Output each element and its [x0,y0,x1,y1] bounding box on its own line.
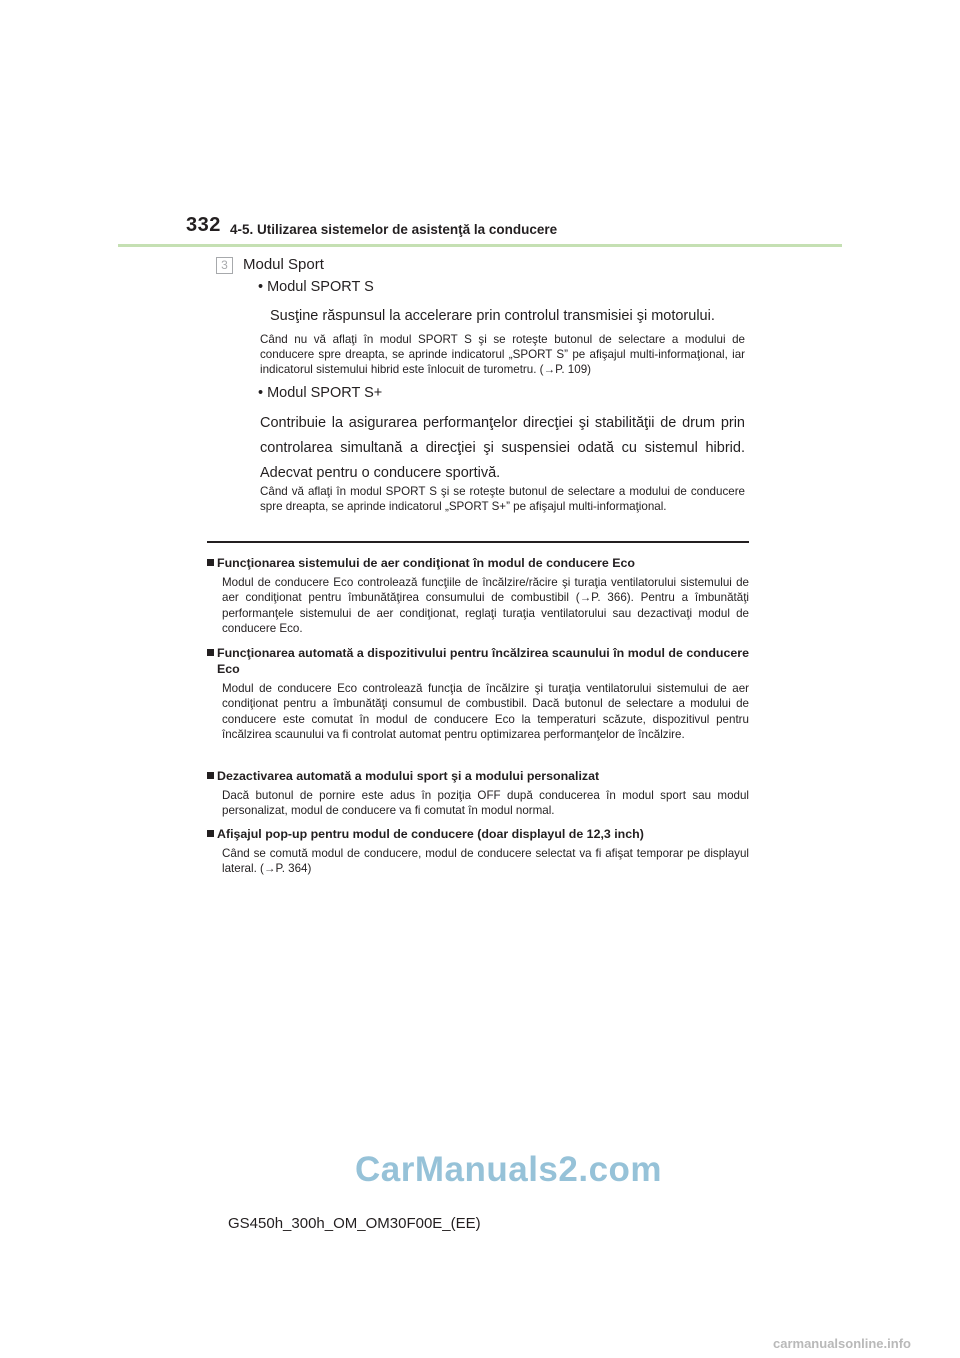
step-number-badge: 3 [216,257,233,274]
sport-s-plus-description: Contribuie la asigurarea performanţelor direcţiei şi stabilităţii de drum prin controlarea simultană a direcţiei şi suspensiei odată cu sistemul hibrid. Adecvat pentru o conducere sportivă. [260,415,745,481]
note-body: Modul de conducere Eco controlează funcţia de încălzire şi turaţia ventilatorului sistemului de aer condiţionat pentru a îmbunătăţi consumul de combustibil. Dacă butonul de selectare a modului de conducere este comutat în modul de conducere Eco la temperaturi scăzute, dispozitivul pentru încălzirea scaunului va fi controlat automat pentru optimizarea performanţelor de încălzire. [222,682,749,741]
sport-s-note: Când nu vă aflaţi în modul SPORT S şi se roteşte butonul de selectare a modului de conducere spre dreapta, se aprinde indicatorul „SPORT S” pe afişajul multi-informaţional, iar indicatorul sistemului hibrid este înlocuit de turometru. (→P. 109) [260,333,745,376]
sport-s-description: Susţine răspunsul la accelerare prin controlul transmisiei şi motorului. [270,308,715,324]
note-title: Afişajul pop-up pentru modul de conducere (doar displayul de 12,3 inch) [217,827,644,841]
sport-s-plus-note: Când vă aflaţi în modul SPORT S şi se roteşte butonul de selectare a modului de conducere spre dreapta, se aprinde indicatorul „SPORT S+” pe afişajul multi-informaţional. [260,485,745,513]
section-divider [207,541,749,543]
square-bullet-icon [207,559,214,566]
note-body: Modul de conducere Eco controlează funcţiile de încălzire/răcire şi turaţia ventilatorului sistemului de aer condiţionat pentru îmbunătăţirea consumului de combustibil (→P. 366). Pentru a îmbunătăţi performanţele sistemului de aer condiţionat, reglaţi turaţia ventilatorului sau dezactivaţi modul de conducere Eco. [222,576,749,635]
watermark-logo: CarManuals2.com [355,1150,663,1189]
note-auto-deactivation [207,768,749,819]
watermark-secondary: carmanualsonline.info [773,1336,911,1351]
sport-s-plus-heading: • Modul SPORT S+ [258,385,383,401]
note-title: Dezactivarea automată a modului sport şi a modului personalizat [217,769,600,783]
note-body: Dacă butonul de pornire este adus în poziţia OFF după conducerea în modul sport sau modul personalizat, modul de conducere va fi comutat în modul normal. [222,789,749,818]
note-eco-ac [207,555,749,636]
section-title: 4-5. Utilizarea sistemelor de asistenţă la conducere [230,222,558,237]
note-eco-seat-heater [207,645,749,742]
note-title: Funcţionarea automată a dispozitivului pentru încălzirea scaunului în modul de conducere Eco [217,646,749,676]
note-body: Când se comută modul de conducere, modul de conducere selectat va fi afişat temporar pe displayul lateral. (→P. 364) [222,847,749,876]
sport-s-heading: • Modul SPORT S [258,279,374,295]
page-header [186,214,842,242]
header-rule [118,244,842,247]
page-number: 332 [186,214,221,236]
square-bullet-icon [207,830,214,837]
note-popup-display [207,826,749,877]
footer-document-code: GS450h_300h_OM_OM30F00E_(EE) [228,1215,481,1232]
square-bullet-icon [207,772,214,779]
note-title: Funcţionarea sistemului de aer condiţionat în modul de conducere Eco [217,556,635,570]
step-title: Modul Sport [243,256,324,273]
square-bullet-icon [207,649,214,656]
